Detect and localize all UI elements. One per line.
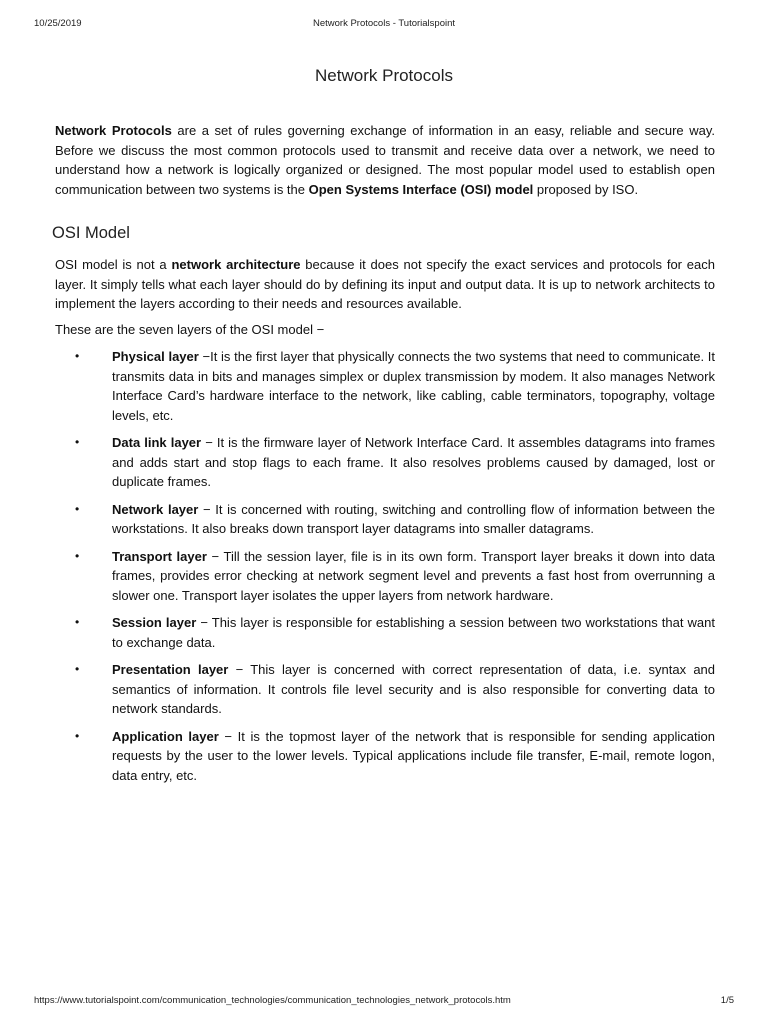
intro-paragraph xyxy=(55,121,715,199)
layer-name: Application layer xyxy=(112,728,219,744)
layer-description: − It is the topmost layer of the network that is responsible for sending application requests by the user to the lower levels. Typical applications include file transfer, E-mail, remote logon, data entry, etc. xyxy=(112,728,715,783)
layer-description: −It is the first layer that physically connects the two systems that need to communicate. It transmits data in bits and manages simplex or duplex transmission by modem. It also manages Network Interface Card’s hardware interface to the network, like cabling, cable terminators, topography, voltage levels, etc. xyxy=(112,349,715,423)
bullet-icon: • xyxy=(75,728,80,743)
layer-name: Session layer xyxy=(112,615,197,630)
list-item-transport-layer xyxy=(55,547,715,606)
layer-name: Physical layer xyxy=(112,349,199,364)
bullet-icon: • xyxy=(75,548,80,563)
network-architecture-term: network architecture xyxy=(171,257,301,272)
print-title: Network Protocols - Tutorialspoint xyxy=(312,18,456,29)
layer-description: − Till the session layer, file is in its own form. Transport layer breaks it down into data frames, provides error checking at network segment level and prevents a fast host from overrunning a slower one. Transport layer isolates the upper layers from network hardware. xyxy=(112,548,715,603)
list-item-physical-layer xyxy=(55,347,715,425)
list-item-session-layer xyxy=(55,613,715,652)
bullet-icon: • xyxy=(75,501,80,516)
osi-description-paragraph xyxy=(55,255,715,314)
list-item-presentation-layer xyxy=(55,660,715,719)
layer-description: − It is concerned with routing, switching and controlling flow of information between the workstations. It also breaks down transport layer datagrams into smaller datagrams. xyxy=(112,501,716,536)
layer-name: Transport layer xyxy=(112,548,207,564)
print-date: 10/25/2019 xyxy=(34,18,82,29)
bullet-icon: • xyxy=(75,615,80,629)
intro-text-1: are a set of rules governing exchange of information in an easy, reliable and secure way. Before we discuss the most common protocols used to transmit and receive data over a network, we need to understand how a network is logically organized or designed. The most popular model used to establish open communication between two systems is the xyxy=(55,123,715,197)
layer-description: − This layer is responsible for establishing a session between two workstations that want to exchange data. xyxy=(112,615,715,650)
layer-description: − It is the firmware layer of Network Interface Card. It assembles datagrams into frames and adds start and stop flags to each frame. It also resolves problems caused by damaged, lost or duplicate frames. xyxy=(112,435,715,489)
page-number: 1/5 xyxy=(720,995,734,1006)
print-footer xyxy=(34,995,734,1009)
layer-name: Network layer xyxy=(112,501,199,517)
list-item-network-layer xyxy=(55,500,715,539)
layer-name: Data link layer xyxy=(112,435,202,450)
osi-model-heading: OSI Model xyxy=(52,224,130,242)
osi-description-post: because it does not specify the exact services and protocols for each layer. It simply tells what each layer should do by defining its input and output data. It is up to network architects to implement the layers according to their needs and resources available. xyxy=(55,257,715,311)
article-content xyxy=(52,121,716,793)
source-url: https://www.tutorialspoint.com/communication_technologies/communication_technologies_network_protocols.htm xyxy=(34,995,511,1006)
layer-name: Presentation layer xyxy=(112,662,229,677)
bullet-icon: • xyxy=(75,435,80,449)
page-title: Network Protocols xyxy=(315,66,453,85)
print-header xyxy=(34,18,734,32)
list-item-data-link-layer xyxy=(55,433,715,492)
seven-layers-intro: These are the seven layers of the OSI model − xyxy=(55,321,325,337)
bullet-icon: • xyxy=(75,349,80,363)
osi-model-term: Open Systems Interface (OSI) model xyxy=(308,181,534,197)
layer-description: − This layer is concerned with correct representation of data, i.e. syntax and semantics of information. It controls file level security and is also responsible for converting data to network standards. xyxy=(112,662,716,716)
bullet-icon: • xyxy=(75,662,80,676)
osi-layer-list xyxy=(55,347,715,785)
intro-text-2: proposed by ISO. xyxy=(533,181,639,197)
intro-term: Network Protocols xyxy=(55,123,172,138)
list-item-application-layer xyxy=(55,727,715,786)
osi-description-pre: OSI model is not a xyxy=(55,257,172,272)
